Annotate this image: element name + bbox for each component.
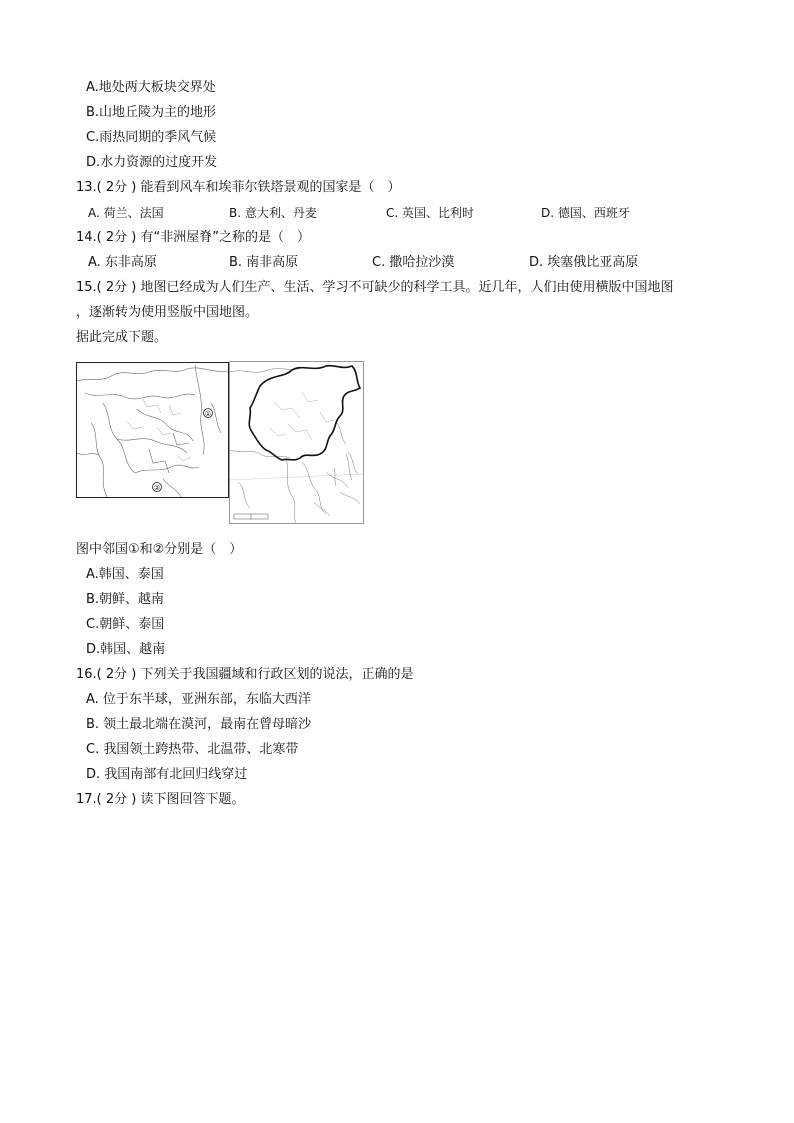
q13-option-b: B. 意大利、丹麦 — [229, 206, 317, 220]
q15-stem-line1: 15.( 2分 ) 地图已经成为人们生产、生活、学习不可缺少的科学工具。近几年，人们由使用横版中国地图 — [76, 280, 674, 295]
map-marker-1: ① — [204, 410, 212, 418]
q16-option-b: B. 领土最北端在漠河，最南在曾母暗沙 — [86, 717, 312, 732]
q13-stem: 13.( 2分 ) 能看到风车和埃菲尔铁塔景观的国家是（ ） — [76, 180, 401, 195]
q16-option-a: A. 位于东半球，亚洲东部，东临大西洋 — [86, 692, 311, 707]
q15-sub-question: 图中邻国①和②分别是（ ） — [76, 542, 243, 557]
q12-option-b: B.山地丘陵为主的地形 — [86, 105, 217, 120]
horizontal-china-map — [76, 362, 229, 498]
q16-stem: 16.( 2分 ) 下列关于我国疆域和行政区划的说法，正确的是 — [76, 667, 414, 682]
horizontal-map-drawing — [77, 363, 228, 497]
q15-option-c: C.朝鲜、泰国 — [86, 617, 165, 632]
q13-option-c: C. 英国、比利时 — [386, 206, 475, 220]
q15-option-b: B.朝鲜、越南 — [86, 592, 165, 607]
q15-option-d: D.韩国、越南 — [86, 642, 166, 657]
q16-option-d: D. 我国南部有北回归线穿过 — [86, 767, 248, 782]
q14-stem: 14.( 2分 ) 有“非洲屋脊”之称的是（ ） — [76, 230, 310, 245]
q12-option-c: C.雨热同期的季风气候 — [86, 130, 217, 145]
q15-option-a: A.韩国、泰国 — [86, 567, 164, 582]
vertical-map-drawing — [230, 362, 363, 523]
q15-instruction: 据此完成下题。 — [76, 330, 168, 345]
q14-option-a: A. 东非高原 — [88, 255, 157, 270]
q12-option-d: D.水力资源的过度开发 — [86, 155, 218, 170]
q14-option-b: B. 南非高原 — [229, 255, 299, 270]
vertical-china-map — [229, 361, 364, 524]
q15-stem-line2: ，逐渐转为使用竖版中国地图。 — [76, 305, 259, 320]
q17-stem: 17.( 2分 ) 读下图回答下题。 — [76, 792, 245, 807]
q12-option-a: A.地处两大板块交界处 — [86, 80, 216, 95]
q16-option-c: C. 我国领土跨热带、北温带、北寒带 — [86, 742, 299, 757]
q15-map-figure — [76, 361, 366, 526]
q13-option-a: A. 荷兰、法国 — [88, 206, 164, 220]
map-marker-2: ② — [153, 484, 161, 492]
q13-option-d: D. 德国、西班牙 — [541, 206, 630, 220]
q14-option-c: C. 撒哈拉沙漠 — [372, 255, 455, 270]
q14-option-d: D. 埃塞俄比亚高原 — [529, 255, 639, 270]
